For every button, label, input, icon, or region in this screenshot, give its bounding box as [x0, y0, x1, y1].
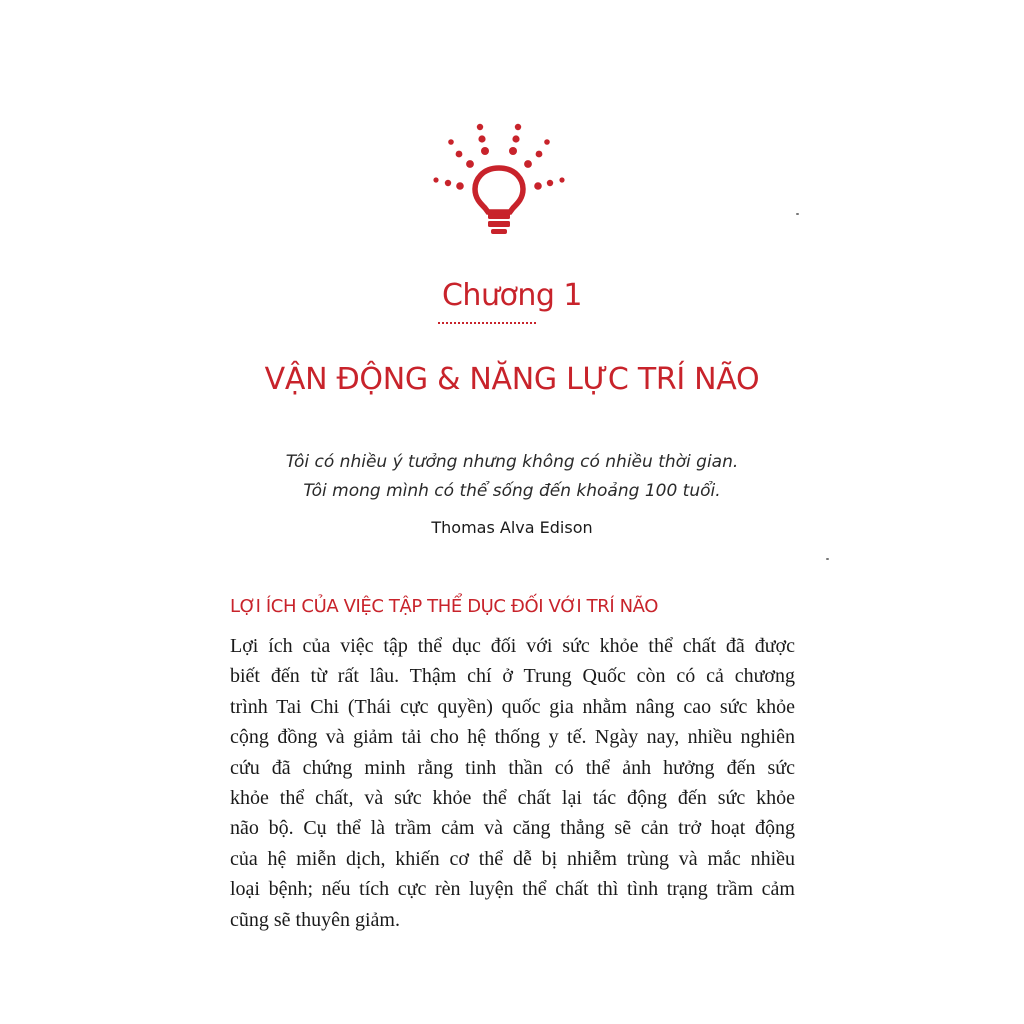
paragraph-line: Lợi ích của việc tập thể dục đối với sức khỏe thể chất đã được [230, 635, 795, 657]
epigraph-author: Thomas Alva Edison [431, 518, 593, 537]
paragraph-line: loại bệnh; nếu tích cực rèn luyện thể chất thì tình trạng trầm cảm [230, 878, 795, 901]
chapter-divider [438, 322, 536, 324]
epigraph-line: Tôi có nhiều ý tưởng nhưng không có nhiều thời gian. [285, 452, 739, 472]
lightbulb-icon [424, 112, 574, 242]
epigraph-quote [0, 448, 1024, 506]
paragraph-line: của hệ miễn dịch, khiến cơ thể dễ bị nhiễm trùng và mắc nhiều [230, 847, 795, 870]
section-heading: LỢI ÍCH CỦA VIỆC TẬP THỂ DỤC ĐỐI VỚI TRÍ NÃO [230, 596, 659, 617]
epigraph-line: Tôi mong mình có thể sống đến khoảng 100 tuổi. [303, 481, 721, 501]
body-paragraph [230, 631, 795, 935]
paragraph-line: cộng đồng và giảm tải cho hệ thống y tế. Ngày nay, nhiều nghiên [230, 726, 795, 749]
scan-speck [796, 213, 799, 215]
paragraph-line: biết đến từ rất lâu. Thậm chí ở Trung Quốc còn có cả chương [230, 665, 795, 688]
paragraph-line: não bộ. Cụ thể là trầm cảm và căng thẳng sẽ cản trở hoạt động [230, 817, 795, 840]
paragraph-line: trình Tai Chi (Thái cực quyền) quốc gia nhằm nâng cao sức khỏe [230, 695, 795, 718]
paragraph-line: cứu đã chứng minh rằng tinh thần có thể ảnh hưởng đến sức [230, 756, 795, 779]
chapter-title: VẬN ĐỘNG & NĂNG LỰC TRÍ NÃO [264, 362, 760, 397]
paragraph-line: khỏe thể chất, và sức khỏe thể chất lại tác động đến sức khỏe [230, 787, 795, 810]
paragraph-line: cũng sẽ thuyên giảm. [230, 908, 400, 931]
scan-speck [826, 558, 829, 560]
chapter-number: Chương 1 [441, 278, 582, 313]
